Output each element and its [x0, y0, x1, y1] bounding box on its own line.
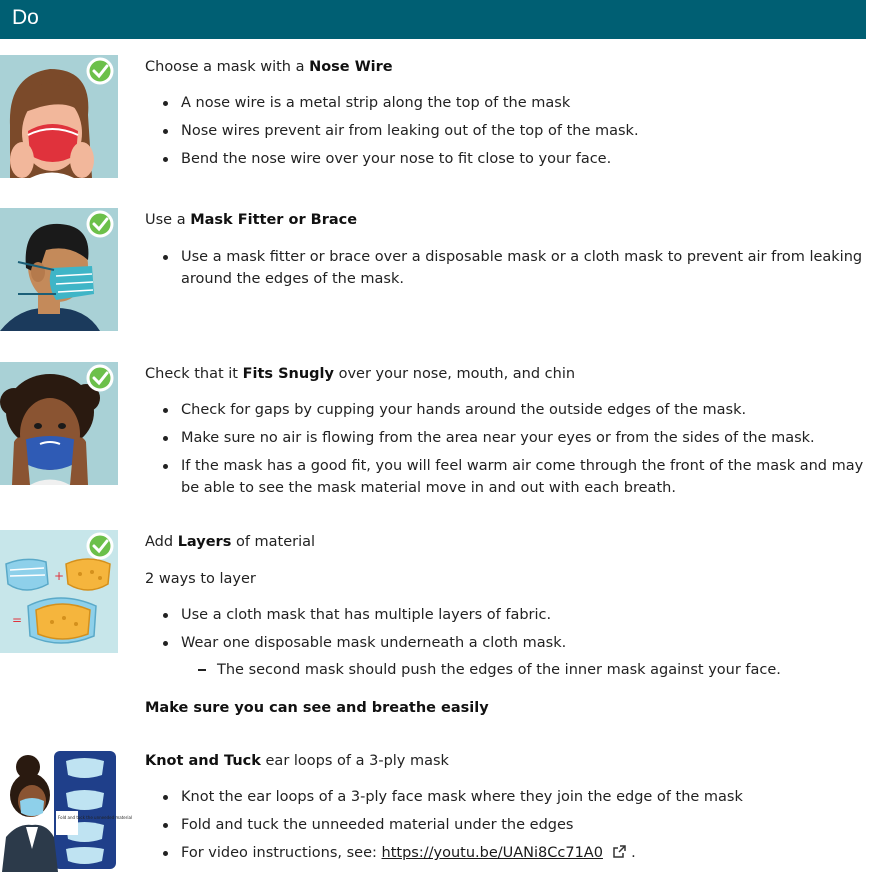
video-suffix: . — [626, 845, 636, 861]
section-heading: Use a Mask Fitter or Brace — [145, 212, 358, 228]
section-heading: Check that it Fits Snugly over your nose, mouth, and chin — [145, 366, 576, 382]
section-header — [0, 0, 866, 39]
sub-list-item: The second mask should push the edges of the inner mask against your face. — [217, 662, 781, 678]
video-link[interactable]: https://youtu.be/UANi8Cc71A0 — [381, 845, 603, 861]
section-heading: Knot and Tuck ear loops of a 3-ply mask — [145, 753, 449, 769]
check-circle-icon — [88, 212, 112, 236]
list-item: Nose wires prevent air from leaking out of the top of the mask. — [181, 123, 639, 139]
mask-fitter-illustration — [0, 208, 118, 331]
svg-text:=: = — [12, 613, 23, 627]
list-item: Use a mask fitter or brace over a disposable mask or a cloth mask to prevent air from leaking around the edges of the mask. — [181, 249, 863, 287]
fits-snugly-illustration — [0, 362, 118, 485]
layers-illustration — [0, 530, 118, 653]
check-circle-icon — [88, 534, 112, 558]
section-heading: Choose a mask with a Nose Wire — [145, 59, 393, 75]
knot-and-tuck-illustration — [0, 749, 133, 872]
check-circle-icon — [88, 59, 112, 83]
video-prefix: For video instructions, see: — [181, 845, 382, 861]
header-title: Do — [12, 6, 39, 29]
list-item: Make sure no air is flowing from the area near your eyes or from the sides of the mask. — [181, 430, 815, 446]
list-item: Use a cloth mask that has multiple layers of fabric. — [181, 607, 552, 623]
list-item: Check for gaps by cupping your hands around the outside edges of the mask. — [181, 402, 747, 418]
list-item: Wear one disposable mask underneath a cloth mask. — [181, 635, 567, 651]
list-item: If the mask has a good fit, you will feel warm air come through the front of the mask and may be able to see the mask material move in and out with each breath. — [181, 458, 864, 496]
external-link-icon[interactable] — [612, 844, 627, 866]
list-item: Fold and tuck the unneeded material under the edges — [181, 817, 574, 833]
list-item: A nose wire is a metal strip along the top of the mask — [181, 95, 571, 111]
check-circle-icon — [88, 366, 112, 390]
breathe-note: Make sure you can see and breathe easily — [145, 700, 489, 716]
list-item: Knot the ear loops of a 3-ply face mask where they join the edge of the mask — [181, 789, 743, 805]
svg-text:+: + — [54, 569, 65, 583]
list-item: Bend the nose wire over your nose to fit close to your face. — [181, 151, 612, 167]
image-caption: Fold and tuck the unneeded material — [58, 815, 133, 820]
list-item — [181, 842, 871, 866]
section-subheading: 2 ways to layer — [145, 571, 256, 587]
nose-wire-illustration — [0, 55, 118, 178]
section-heading: Add Layers of material — [145, 534, 316, 550]
